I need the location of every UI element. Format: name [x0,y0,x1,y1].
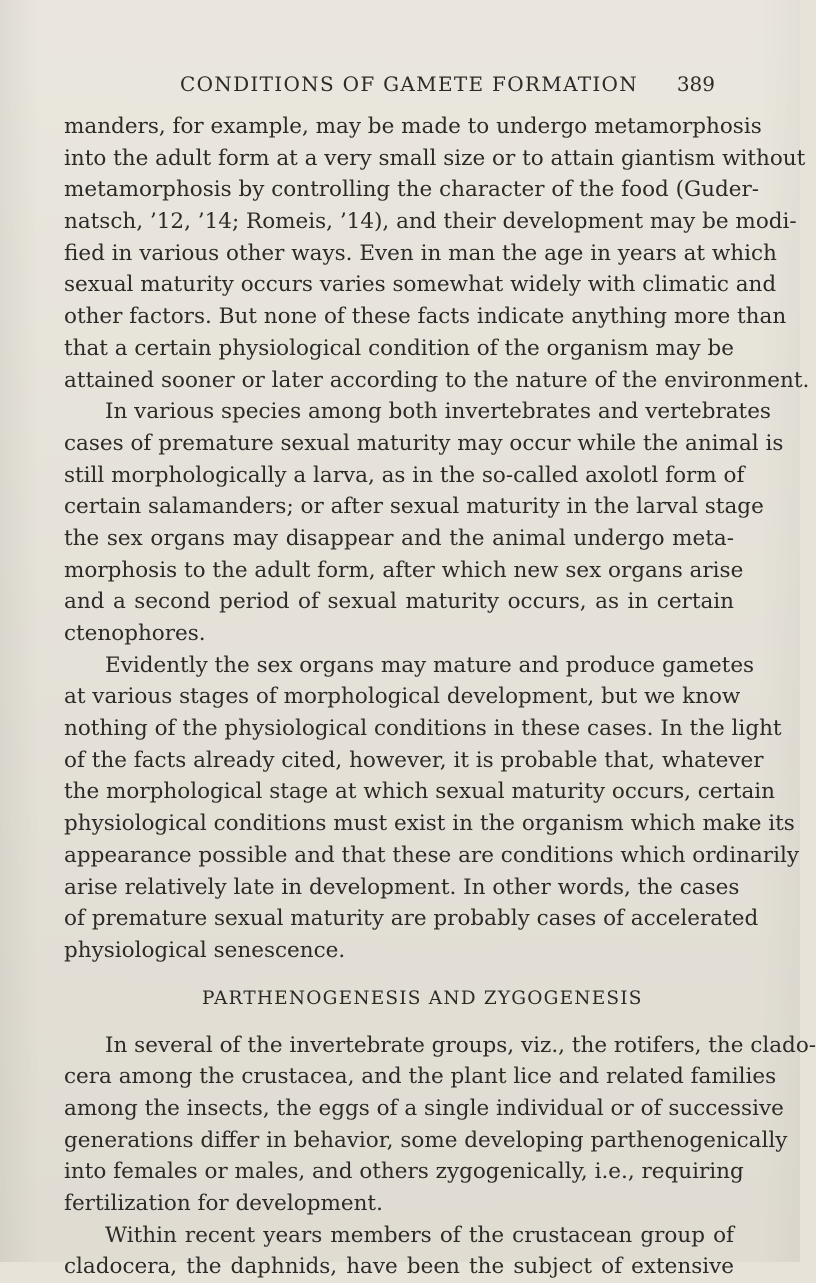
text-line: the sex organs may disappear and the animal undergo meta- [64,525,734,551]
text-line: physiological conditions must exist in the organism which make its [64,811,795,837]
page-number: 389 [676,72,715,96]
text-line: of the facts already cited, however, it is probable that, whatever [64,747,764,773]
text-line: generations differ in behavior, some developing parthenogenically [64,1127,788,1153]
text-line: Within recent years members of the crustacean group of [105,1222,734,1248]
text-line: cera among the crustacea, and the plant lice and related families [64,1064,777,1090]
text-line: other factors. But none of these facts indicate anything more than [64,304,787,330]
text-line: certain salamanders; or after sexual maturity in the larval stage [64,494,764,520]
running-title: CONDITIONS OF GAMETE FORMATION [180,72,639,96]
text-line: cases of premature sexual maturity may occur while the animal is [64,430,784,456]
text-line: nothing of the physiological conditions in these cases. In the light [64,716,782,742]
text-line: natsch, ’12, ’14; Romeis, ’14), and their development may be modi- [64,209,797,235]
text-line: morphosis to the adult form, after which new sex organs arise [64,557,744,583]
text-line: the morphological stage at which sexual maturity occurs, certain [64,779,775,805]
text-line: In various species among both invertebrates and vertebrates [105,399,771,425]
text-line: physiological senescence. [64,937,346,963]
text-line: among the insects, the eggs of a single individual or of successive [64,1095,784,1121]
text-line: fied in various other ways. Even in man the age in years at which [64,240,777,266]
section-heading: PARTHENOGENESIS AND ZYGOGENESIS [202,987,643,1009]
text-line: that a certain physiological condition of the organism may be [64,335,734,361]
text-line: of premature sexual maturity are probably cases of accelerated [64,906,759,932]
text-line: In several of the invertebrate groups, viz., the rotifers, the clado- [105,1032,816,1058]
text-line: into the adult form at a very small size or to attain giantism without [64,145,806,171]
text-line: appearance possible and that these are conditions which ordinarily [64,842,799,868]
text-line: arise relatively late in development. In other words, the cases [64,874,740,900]
text-line: and a second period of sexual maturity occurs, as in certain [64,589,734,615]
text-line: fertilization for development. [64,1191,383,1216]
text-line: ctenophores. [64,621,206,646]
text-line: metamorphosis by controlling the character of the food (Guder- [64,177,760,203]
text-line: cladocera, the daphnids, have been the subject of extensive [64,1254,734,1280]
body-text [64,111,816,1283]
text-line: Evidently the sex organs may mature and produce gametes [105,652,755,678]
text-line: manders, for example, may be made to undergo metamorphosis [64,114,762,139]
text-line: sexual maturity occurs varies somewhat widely with climatic and [64,272,777,298]
text-line: at various stages of morphological development, but we know [64,684,741,710]
text-line: still morphologically a larva, as in the so-called axolotl form of [64,462,745,488]
running-head [0,66,800,102]
text-line: into females or males, and others zygogenically, i.e., requiring [64,1159,744,1185]
text-line: attained sooner or later according to the nature of the environment. [64,367,810,393]
